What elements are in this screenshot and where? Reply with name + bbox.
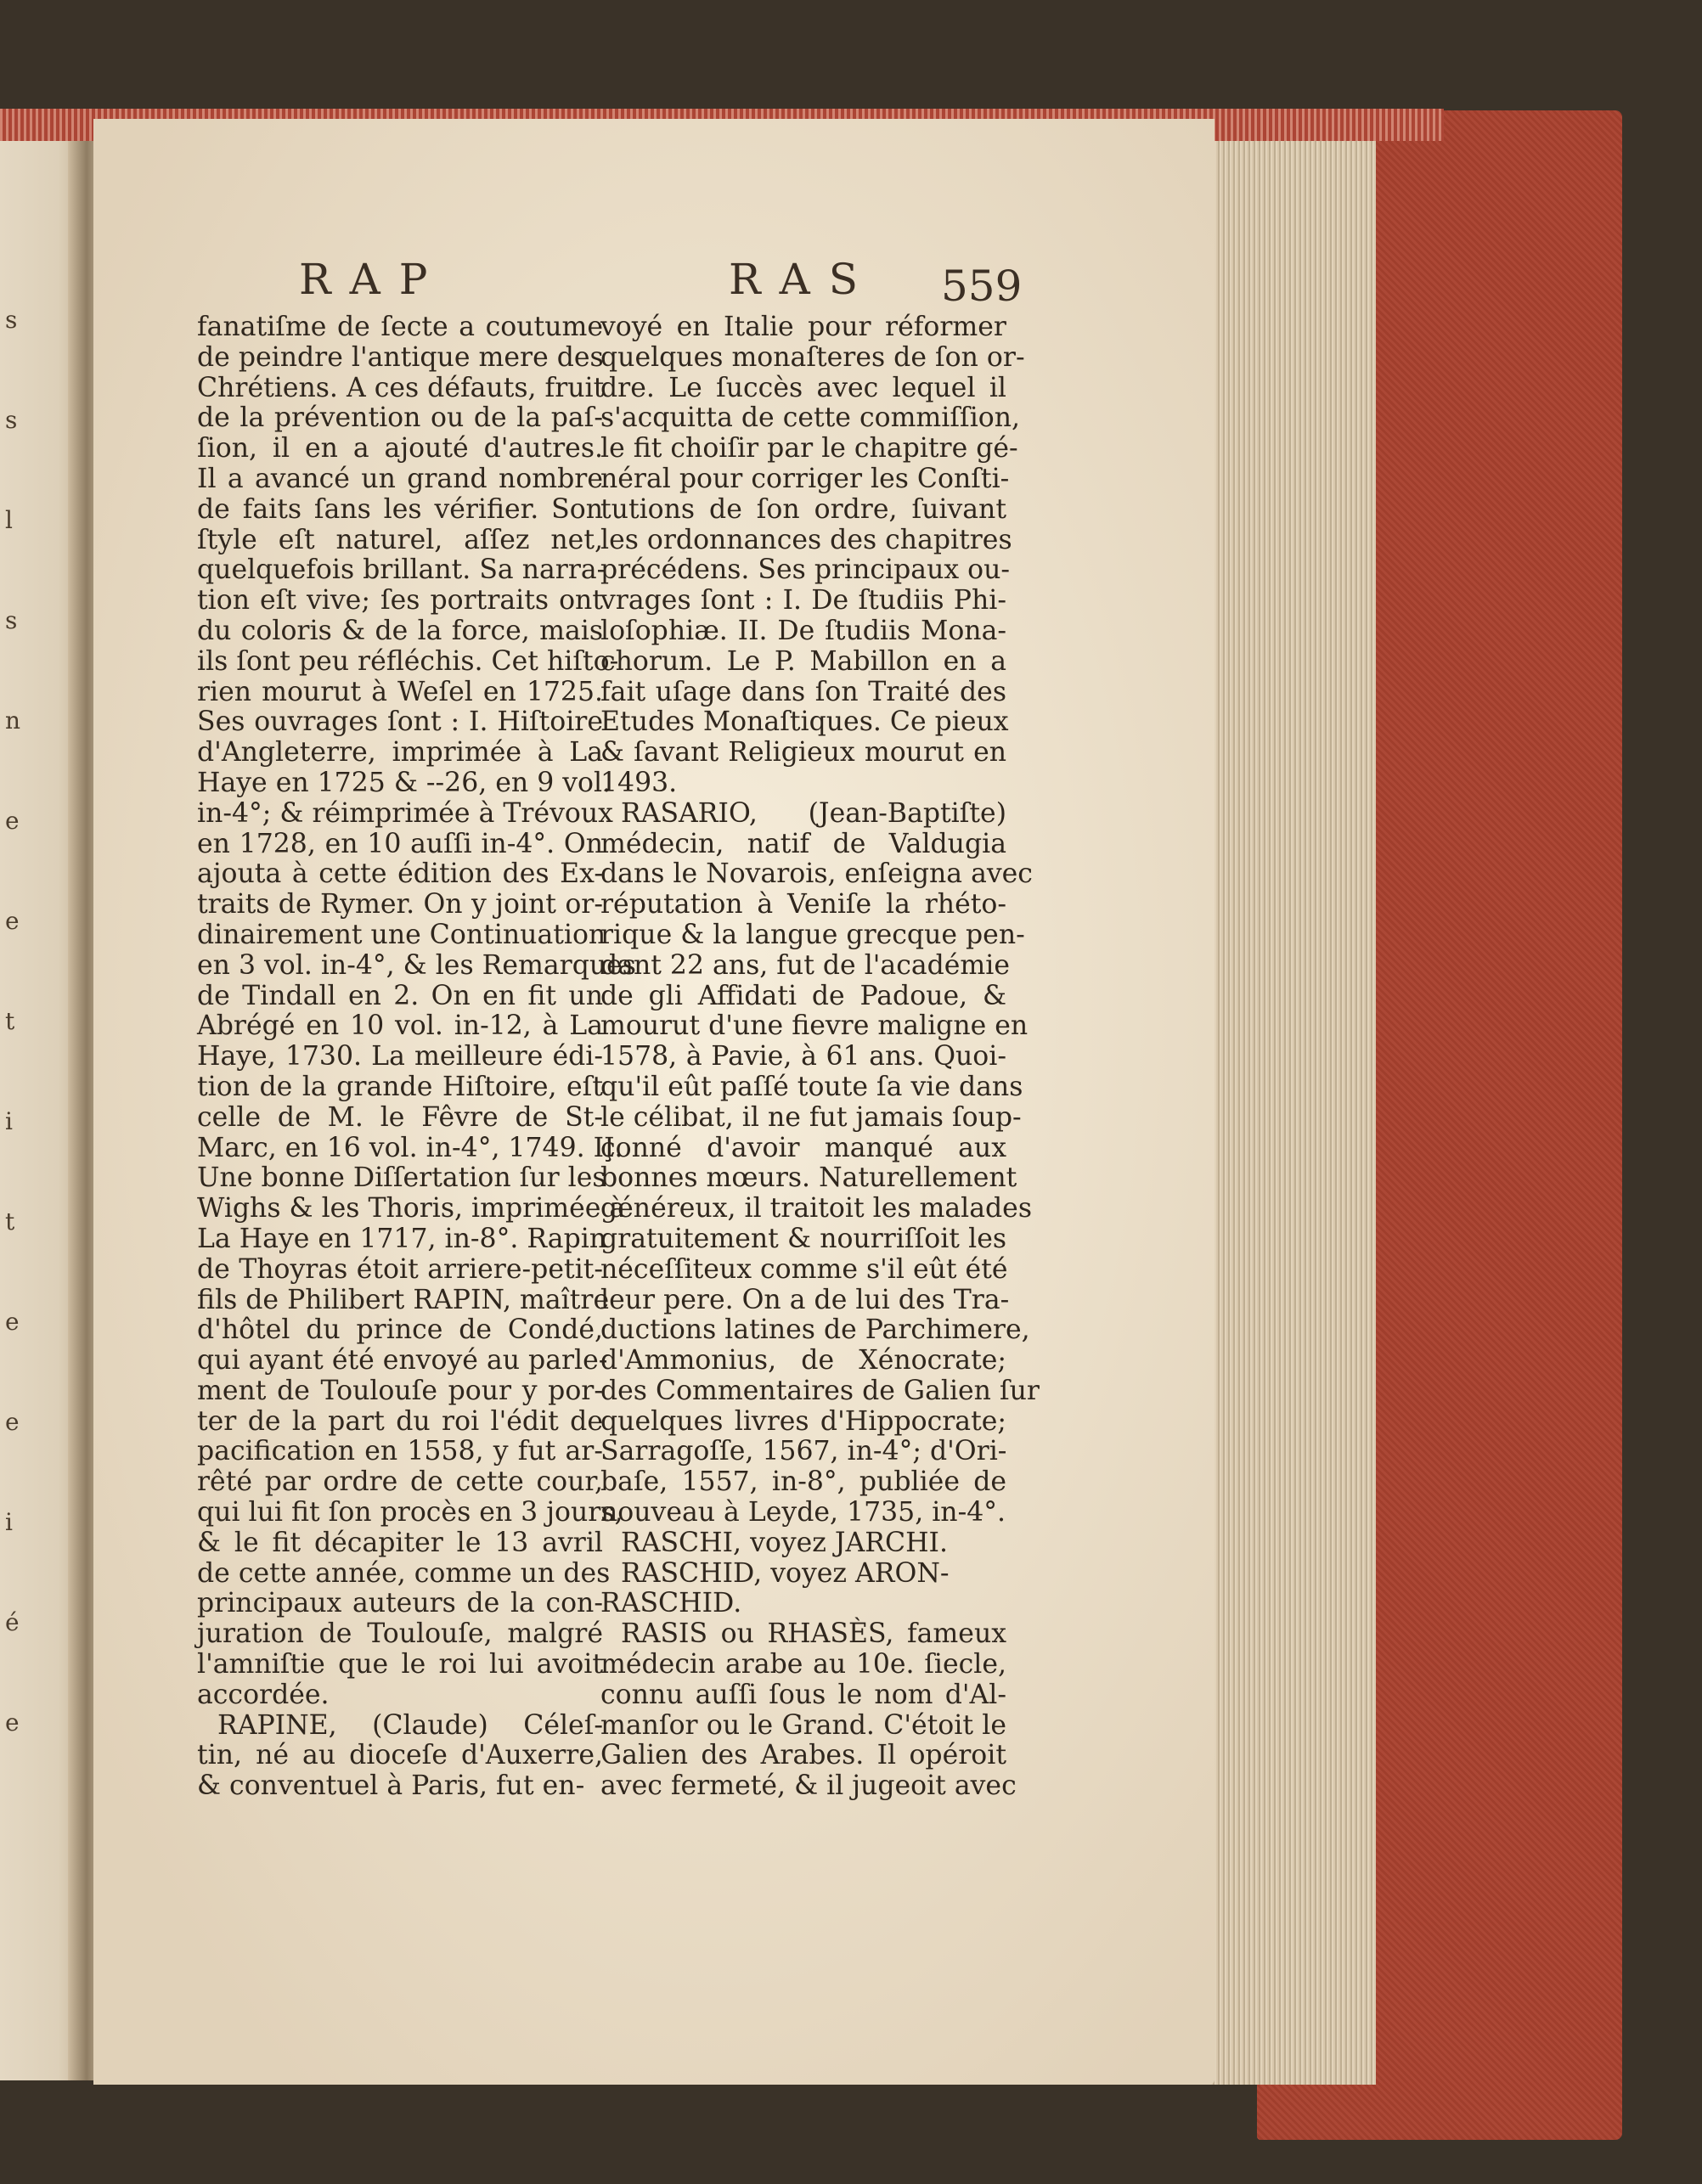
- text-line: 1578, à Pavie, à 61 ans. Quoi-: [600, 1041, 1006, 1072]
- text-line: ils ſont peu réfléchis. Cet hiſto-: [197, 645, 619, 677]
- margin-fragment: i: [5, 1508, 13, 1536]
- text-line: de peindre l'antique mere des: [197, 341, 604, 373]
- margin-fragment: s: [5, 406, 18, 434]
- text-line: RASCHID, voyez ARON-: [621, 1557, 950, 1589]
- text-line: manſor ou le Grand. C'étoit le: [600, 1709, 1006, 1741]
- text-line: Marc, en 16 vol. in-4°, 1749. II.: [197, 1132, 623, 1163]
- text-line: fait uſage dans ſon Traité des: [600, 676, 1006, 707]
- text-line: en 1728, en 10 auſſi in-4°. On: [197, 828, 603, 859]
- text-line: celle de M. le Fêvre de St-: [197, 1101, 603, 1133]
- text-line: pacification en 1558, y fut ar-: [197, 1436, 603, 1467]
- text-line: loſophiæ. II. De ſtudiis Mona-: [600, 615, 1006, 646]
- text-line: médecin arabe au 10e. ſiecle,: [600, 1649, 1006, 1680]
- text-line: quelques livres d'Hippocrate;: [600, 1405, 1006, 1437]
- text-line: d'Ammonius, de Xénocrate;: [600, 1345, 1006, 1376]
- text-line: de Tindall en 2. On en fit un: [197, 980, 603, 1011]
- text-line: de Thoyras étoit arriere-petit-: [197, 1253, 603, 1285]
- text-line: Wighs & les Thoris, imprimée à: [197, 1193, 626, 1224]
- text-line: Etudes Monaſtiques. Ce pieux: [600, 706, 1009, 738]
- text-line: ter de la part du roi l'édit de: [197, 1405, 603, 1437]
- text-line: baſe, 1557, in-8°, publiée de: [600, 1466, 1006, 1498]
- text-line: Haye, 1730. La meilleure édi-: [197, 1041, 603, 1072]
- margin-fragment: l: [5, 506, 13, 534]
- text-line: tion eſt vive; ſes portraits ont: [197, 585, 603, 616]
- margin-fragment: e: [5, 1708, 20, 1737]
- text-line: RASCHI, voyez JARCHI.: [621, 1527, 949, 1558]
- left-page-margin-fragments: [0, 306, 25, 1834]
- text-line: qui ayant été envoyé au parle-: [197, 1345, 608, 1376]
- text-line: de faits ſans les vérifier. Son: [197, 493, 603, 525]
- text-line: connu auſſi ſous le nom d'Al-: [600, 1679, 1006, 1710]
- text-line: RAPINE, (Claude) Céleſ-: [217, 1709, 603, 1741]
- text-line: çonné d'avoir manqué aux: [600, 1132, 1006, 1163]
- text-line: ſion, il en a ajouté d'autres.: [197, 433, 603, 464]
- text-line: nouveau à Leyde, 1735, in-4°.: [600, 1497, 1006, 1528]
- margin-fragment: e: [5, 807, 20, 835]
- margin-fragment: s: [5, 606, 18, 634]
- text-line: néceſſiteux comme s'il eût été: [600, 1253, 1008, 1285]
- text-line: fils de Philibert RAPIN, maître: [197, 1284, 610, 1315]
- text-line: juration de Toulouſe, malgré: [197, 1618, 603, 1650]
- text-line: l'amniſtie que le roi lui avoit: [197, 1649, 603, 1680]
- text-line: néral pour corriger les Conſti-: [600, 463, 1010, 494]
- margin-fragment: i: [5, 1107, 13, 1135]
- text-line: tin, né au dioceſe d'Auxerre,: [197, 1740, 603, 1771]
- text-line: rien mourut à Weſel en 1725.: [197, 676, 603, 707]
- text-line: du coloris & de la force, mais: [197, 615, 603, 646]
- text-line: qui lui fit ſon procès en 3 jours,: [197, 1497, 623, 1528]
- margin-fragment: é: [5, 1608, 20, 1636]
- text-line: dinairement une Continuation: [197, 919, 606, 950]
- text-line: tion de la grande Hiſtoire, eſt: [197, 1071, 603, 1102]
- text-line: quelques monaſteres de ſon or-: [600, 341, 1025, 373]
- text-line: avec fermeté, & il jugeoit avec: [600, 1770, 1017, 1802]
- running-head-left: RAP: [299, 255, 447, 304]
- text-line: principaux auteurs de la con-: [197, 1588, 603, 1619]
- margin-fragment: e: [5, 1408, 20, 1436]
- text-line: accordée.: [197, 1679, 330, 1710]
- text-line: voyé en Italie pour réformer: [600, 312, 1006, 342]
- text-line: & ſavant Religieux mourut en: [600, 737, 1006, 768]
- text-line: bonnes mœurs. Naturellement: [600, 1162, 1017, 1194]
- text-line: le fit choiſir par le chapitre gé-: [600, 433, 1018, 464]
- text-line: vrages ſont : I. De ſtudiis Phi-: [600, 585, 1006, 616]
- text-line: les ordonnances des chapitres: [600, 524, 1012, 555]
- text-line: de la prévention ou de la paſ-: [197, 402, 603, 434]
- text-line: & conventuel à Paris, fut en-: [197, 1770, 585, 1802]
- margin-fragment: e: [5, 907, 20, 935]
- text-line: rêté par ordre de cette cour,: [197, 1466, 603, 1498]
- text-line: fanatiſme de ſecte a coutume: [197, 312, 603, 342]
- text-line: & le fit décapiter le 13 avril: [197, 1527, 603, 1558]
- text-line: gratuitement & nourriſſoit les: [600, 1223, 1006, 1254]
- text-line: Haye en 1725 & --26, en 9 vol.: [197, 767, 611, 798]
- text-line: de cette année, comme un des: [197, 1557, 611, 1589]
- text-line: précédens. Ses principaux ou-: [600, 554, 1011, 586]
- text-line: médecin, natif de Valdugia: [600, 828, 1006, 859]
- text-line: RASARIO, (Jean-Baptiſte): [621, 797, 1006, 829]
- page-block-edge: [1206, 119, 1376, 2085]
- text-line: ſtyle eſt naturel, aſſez net,: [197, 524, 603, 555]
- text-line: RASIS ou RHASÈS, fameux: [621, 1618, 1006, 1650]
- text-line: dant 22 ans, fut de l'académie: [600, 949, 1011, 981]
- margin-fragment: e: [5, 1308, 20, 1336]
- text-line: 1493.: [600, 767, 678, 798]
- text-line: d'Angleterre, imprimée à La: [197, 737, 603, 768]
- margin-fragment: n: [5, 706, 21, 735]
- text-line: le célibat, il ne fut jamais ſoup-: [600, 1101, 1022, 1133]
- text-line: Il a avancé un grand nombre: [197, 463, 603, 494]
- text-line: leur pere. On a de lui des Tra-: [600, 1284, 1010, 1315]
- text-line: en 3 vol. in-4°, & les Remarques: [197, 949, 636, 981]
- text-line: in-4°; & réimprimée à Trévoux: [197, 797, 613, 829]
- text-line: s'acquitta de cette commiſſion,: [600, 402, 1021, 434]
- text-line: des Commentaires de Galien ſur: [600, 1375, 1040, 1406]
- text-line: rique & la langue grecque pen-: [600, 919, 1025, 950]
- text-line: Ses ouvrages ſont : I. Hiſtoire: [197, 706, 603, 738]
- text-line: ajouta à cette édition des Ex-: [197, 858, 603, 890]
- running-head-right: RAS: [729, 255, 877, 304]
- text-line: d'hôtel du prince de Condé,: [197, 1314, 603, 1346]
- text-line: La Haye en 1717, in-8°. Rapin: [197, 1223, 607, 1254]
- text-line: généreux, il traitoit les malades: [600, 1193, 1032, 1224]
- text-line: Sarragoſſe, 1567, in-4°; d'Ori-: [600, 1436, 1007, 1467]
- text-line: tutions de ſon ordre, ſuivant: [600, 493, 1006, 525]
- margin-fragment: t: [5, 1007, 15, 1035]
- text-line: Une bonne Diſſertation ſur les: [197, 1162, 606, 1194]
- text-line: Chrétiens. A ces défauts, fruit: [197, 372, 605, 403]
- page-number: 559: [941, 262, 1023, 311]
- text-line: mourut d'une fievre maligne en: [600, 1010, 1029, 1042]
- text-line: Galien des Arabes. Il opéroit: [600, 1740, 1006, 1771]
- text-line: qu'il eût paſſé toute ſa vie dans: [600, 1071, 1023, 1102]
- text-line: quelquefois brillant. Sa narra-: [197, 554, 606, 586]
- text-line: réputation à Veniſe la rhéto-: [600, 889, 1006, 920]
- margin-fragment: s: [5, 306, 18, 334]
- text-column-left: [197, 312, 636, 1802]
- text-line: dans le Novarois, enſeigna avec: [600, 858, 1033, 890]
- text-line: ment de Toulouſe pour y por-: [197, 1375, 603, 1406]
- text-line: de gli Affidati de Padoue, &: [600, 980, 1006, 1011]
- text-line: traits de Rymer. On y joint or-: [197, 889, 603, 920]
- text-line: chorum. Le P. Mabillon en a: [600, 645, 1006, 677]
- text-line: ductions latines de Parchimere,: [600, 1314, 1030, 1346]
- text-line: dre. Le ſuccès avec lequel il: [600, 372, 1006, 403]
- text-column-right: [600, 312, 1040, 1802]
- text-line: Abrégé en 10 vol. in-12, à La: [197, 1010, 603, 1042]
- margin-fragment: t: [5, 1207, 15, 1236]
- text-line: RASCHID.: [600, 1588, 742, 1619]
